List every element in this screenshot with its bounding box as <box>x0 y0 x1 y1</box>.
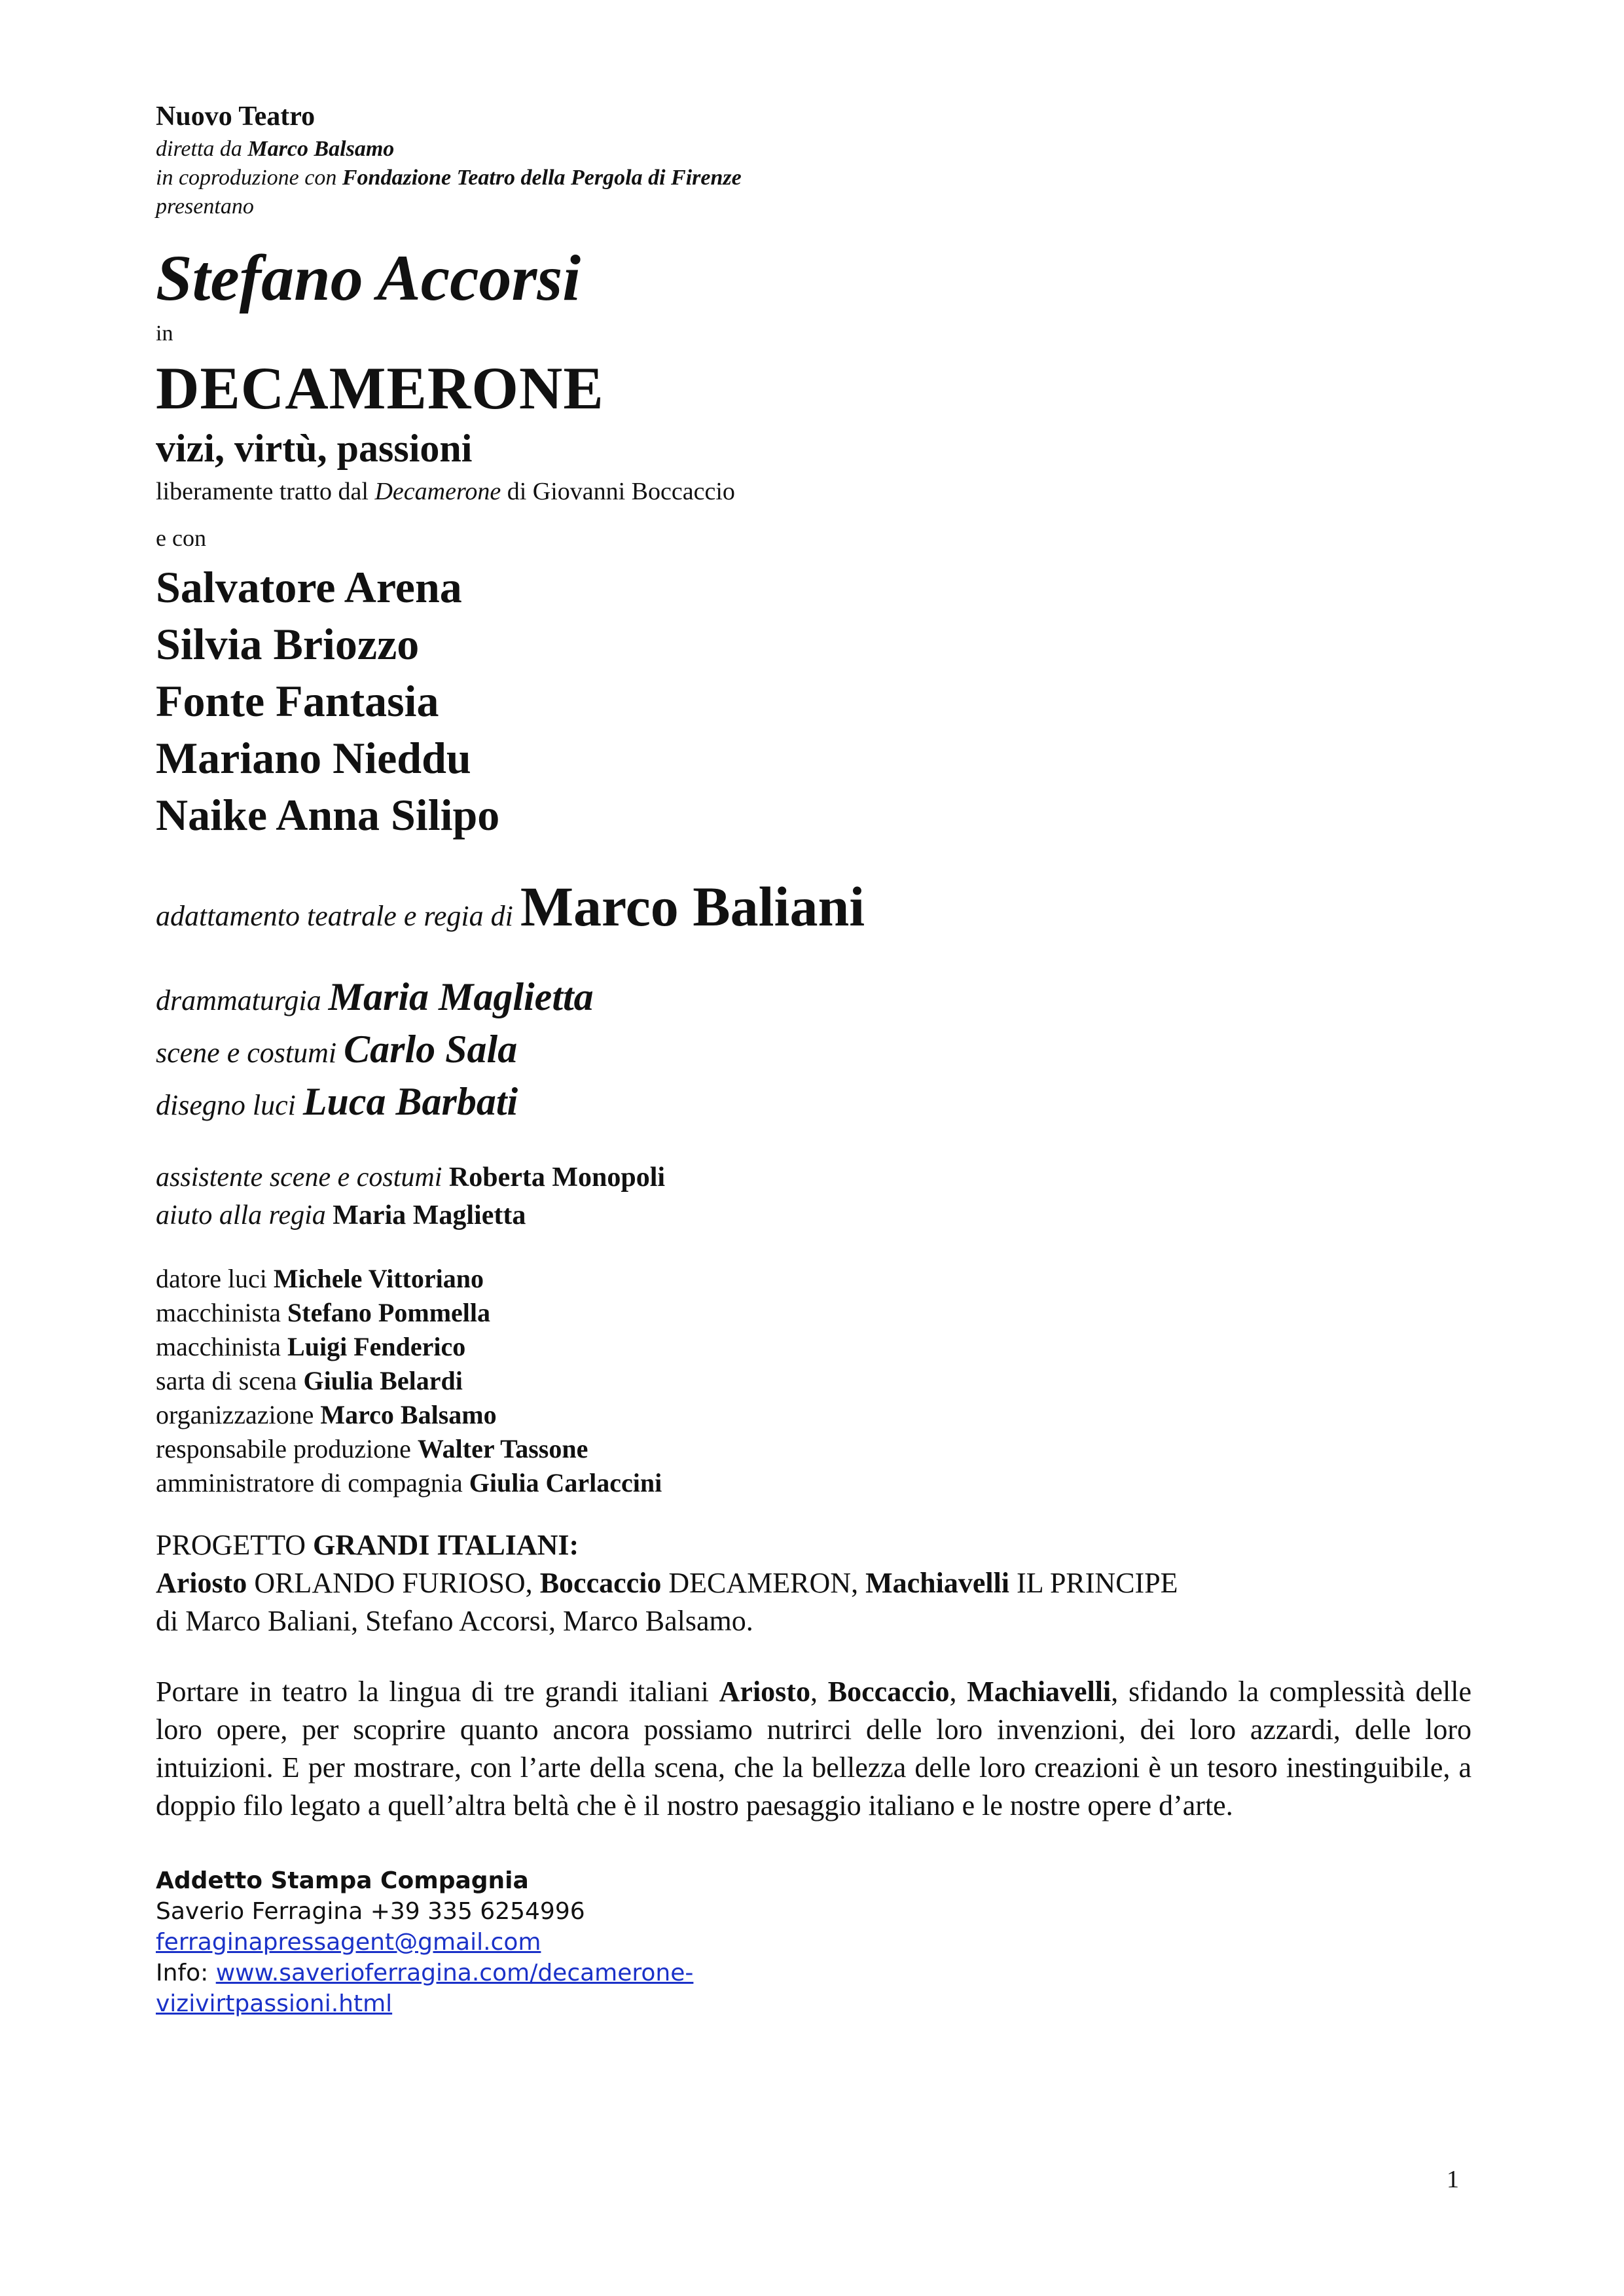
crew-label: organizzazione <box>156 1400 314 1429</box>
project-heading <box>156 1526 1478 1564</box>
crew-name: Marco Balsamo <box>320 1400 497 1429</box>
credit-name: Luca Barbati <box>302 1080 518 1123</box>
credit-row <box>156 1077 1478 1130</box>
company-name: Nuovo Teatro <box>156 101 316 132</box>
credit-label: assistente scene e costumi <box>156 1162 442 1193</box>
project-name: GRANDI ITALIANI: <box>312 1529 579 1561</box>
cast-list <box>156 559 1478 844</box>
work-author: Boccaccio <box>539 1567 662 1599</box>
work-author: Ariosto <box>156 1567 247 1599</box>
press-phone: Saverio Ferragina +39 335 6254996 <box>156 1898 585 1925</box>
credit-row <box>156 1158 1478 1196</box>
press-contact <box>156 1865 1478 2019</box>
crew-label: amministratore di compagnia <box>156 1468 463 1498</box>
cast-member: Silvia Briozzo <box>156 619 420 669</box>
author-boccaccio: Boccaccio <box>827 1676 950 1708</box>
cast-member: Fonte Fantasia <box>156 676 439 726</box>
work-author: Machiavelli <box>865 1567 1010 1599</box>
press-info-line <box>156 1958 1478 1988</box>
crew-row <box>156 1466 1478 1500</box>
document-page <box>156 98 1478 2019</box>
author-machiavelli: Machiavelli <box>967 1676 1111 1708</box>
crew-list <box>156 1262 1478 1500</box>
director-label: adattamento teatrale e regia di <box>156 900 513 932</box>
crew-name: Luigi Fenderico <box>287 1332 466 1361</box>
project-authors: di Marco Baliani, Stefano Accorsi, Marco Balsamo. <box>156 1605 753 1637</box>
project-block <box>156 1526 1478 1640</box>
work-title: IL PRINCIPE <box>1017 1567 1178 1599</box>
crew-name: Giulia Belardi <box>303 1366 463 1395</box>
header-block <box>156 98 1478 221</box>
paragraph-separator: , <box>949 1676 967 1708</box>
with-label: e con <box>156 525 206 551</box>
credit-name: Maria Maglietta <box>333 1200 526 1230</box>
work-title: DECAMERON, <box>668 1567 859 1599</box>
credit-label: scene e costumi <box>156 1037 337 1069</box>
crew-row <box>156 1398 1478 1432</box>
press-url-continuation <box>156 1988 1478 2019</box>
crew-row <box>156 1364 1478 1398</box>
show-title: DECAMERONE <box>156 355 604 422</box>
show-subtitle: vizi, virtù, passioni <box>156 427 473 470</box>
in-word: in <box>156 321 173 346</box>
crew-label: macchinista <box>156 1298 281 1327</box>
crew-name: Stefano Pommella <box>287 1298 490 1327</box>
page-number: 1 <box>1447 2166 1459 2193</box>
cast-member: Salvatore Arena <box>156 562 462 612</box>
coproduction-label: in coproduzione con <box>156 166 337 190</box>
cast-member: Mariano Nieddu <box>156 733 471 783</box>
source-suffix: di Giovanni Boccaccio <box>507 478 735 505</box>
credit-label: aiuto alla regia <box>156 1200 326 1230</box>
credit-row <box>156 1196 1478 1234</box>
directed-by-label: diretta da <box>156 137 242 161</box>
credit-row <box>156 1025 1478 1077</box>
credit-name: Maria Maglietta <box>328 975 594 1018</box>
crew-label: macchinista <box>156 1332 281 1361</box>
creative-credits <box>156 973 1478 1130</box>
project-works <box>156 1564 1478 1602</box>
assistant-credits <box>156 1158 1478 1234</box>
crew-label: datore luci <box>156 1264 267 1293</box>
crew-row <box>156 1432 1478 1466</box>
credit-label: drammaturgia <box>156 984 321 1016</box>
cast-member: Naike Anna Silipo <box>156 790 500 840</box>
credit-name: Carlo Sala <box>344 1028 518 1071</box>
credit-label: disegno luci <box>156 1089 296 1121</box>
presents-text: presentano <box>156 194 254 219</box>
source-prefix: liberamente tratto dal <box>156 478 369 505</box>
press-info-label: Info: <box>156 1960 216 1986</box>
director-name: Marco Baliani <box>520 875 865 938</box>
source-line <box>156 476 1478 507</box>
author-ariosto: Ariosto <box>719 1676 810 1708</box>
crew-name: Giulia Carlaccini <box>469 1468 662 1498</box>
crew-label: sarta di scena <box>156 1366 297 1395</box>
credit-name: Roberta Monopoli <box>448 1162 666 1193</box>
crew-label: responsabile produzione <box>156 1434 411 1463</box>
crew-name: Michele Vittoriano <box>273 1264 484 1293</box>
description-paragraph <box>156 1673 1471 1825</box>
lead-actor: Stefano Accorsi <box>156 242 581 314</box>
directed-by-line <box>156 135 1478 164</box>
paragraph-text: , sfidando la complessità delle loro opere, per scoprire quanto ancora possiamo nutrirci delle loro invenzioni, dei loro azzardi, delle loro intuizioni. E per mostrare, con l’arte della scena, che la bellezza delle loro creazioni è un tesoro inestinguibile, a doppio filo legato a quell’altra beltà che è il nostro paesaggio italiano e le nostre opere d’arte. <box>156 1676 1472 1821</box>
paragraph-text: Portare in teatro la lingua di tre grandi italiani <box>156 1676 719 1708</box>
crew-row <box>156 1296 1478 1330</box>
crew-row <box>156 1330 1478 1364</box>
paragraph-separator: , <box>810 1676 828 1708</box>
work-title: ORLANDO FURIOSO, <box>254 1567 533 1599</box>
press-email-line <box>156 1927 1478 1958</box>
crew-row <box>156 1262 1478 1296</box>
project-label: PROGETTO <box>156 1529 306 1561</box>
source-work: Decamerone <box>374 478 501 505</box>
coproduction-name: Fondazione Teatro della Pergola di Firenze <box>342 166 742 190</box>
coproduction-line <box>156 164 1478 192</box>
crew-name: Walter Tassone <box>417 1434 588 1463</box>
directed-by-name: Marco Balsamo <box>247 137 395 161</box>
director-line <box>156 867 1478 956</box>
press-url-link[interactable]: www.saverioferragina.com/decamerone- <box>215 1960 694 1986</box>
credit-row <box>156 973 1478 1025</box>
press-email-link[interactable]: ferraginapressagent@gmail.com <box>156 1929 541 1956</box>
press-heading: Addetto Stampa Compagnia <box>156 1867 529 1894</box>
press-url-link-continued[interactable]: vizivirtpassioni.html <box>156 1990 393 2017</box>
